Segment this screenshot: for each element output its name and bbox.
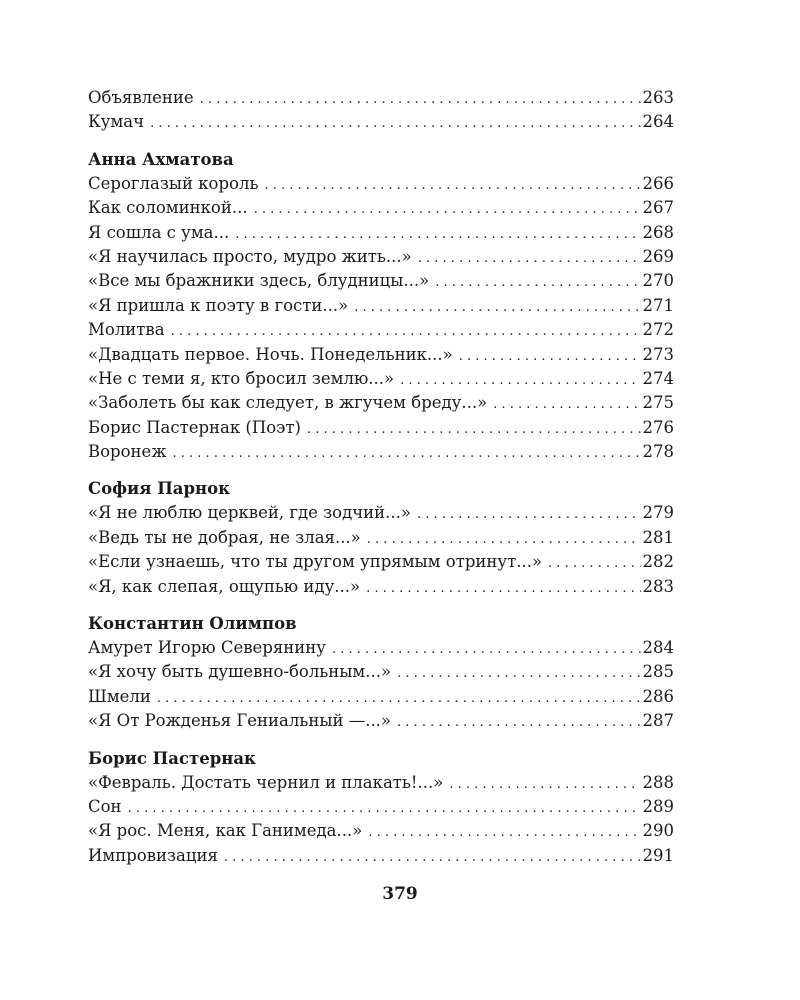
- toc-entry[interactable]: [88, 771, 674, 795]
- entry-page: 281: [642, 527, 674, 547]
- entry-page: 273: [642, 344, 674, 364]
- entry-page: 263: [642, 88, 674, 107]
- toc-entry[interactable]: [88, 844, 674, 868]
- author-heading: Борис Пастернак: [88, 748, 256, 768]
- dot-leader: [307, 418, 641, 442]
- entry-title: Кумач: [88, 112, 145, 132]
- dot-leader: [128, 797, 641, 821]
- toc-entry[interactable]: [88, 526, 674, 550]
- toc-entry[interactable]: [88, 172, 674, 196]
- dot-leader: [368, 821, 640, 845]
- entry-page: 290: [642, 821, 674, 841]
- entry-page: 279: [642, 503, 674, 523]
- entry-page: 275: [642, 393, 674, 413]
- page-number: 379: [382, 884, 418, 904]
- entry-page: 278: [642, 442, 674, 462]
- entry-title: Молитва: [88, 320, 165, 340]
- entry-page: 267: [642, 198, 674, 218]
- dot-leader: [254, 198, 641, 222]
- entry-page: 272: [642, 320, 674, 340]
- entry-title: «Я хочу быть душевно-больным...»: [88, 662, 392, 682]
- dot-leader: [200, 88, 641, 112]
- toc-entry[interactable]: [88, 575, 674, 599]
- toc-entry[interactable]: [88, 110, 674, 134]
- dot-leader: [367, 528, 641, 552]
- entry-page: 284: [642, 638, 674, 658]
- toc-entry[interactable]: [88, 685, 674, 709]
- toc-entry[interactable]: [88, 294, 674, 318]
- entry-title: Воронеж: [88, 442, 167, 462]
- author-heading: София Парнок: [88, 479, 230, 499]
- entry-page: 270: [642, 271, 674, 291]
- toc-entry[interactable]: [88, 440, 674, 464]
- dot-leader: [417, 503, 641, 527]
- entry-title: «Я научилась просто, мудро жить...»: [88, 246, 412, 266]
- toc-entry[interactable]: [88, 221, 674, 245]
- toc-section: [88, 611, 674, 734]
- toc-entry[interactable]: [88, 636, 674, 660]
- dot-leader: [354, 296, 640, 320]
- dot-leader: [264, 174, 640, 198]
- entry-page: 264: [642, 112, 674, 132]
- entry-title: «Ведь ты не добрая, не злая...»: [88, 527, 361, 547]
- dot-leader: [332, 638, 641, 662]
- entry-title: «Я пришла к поэту в гости...»: [88, 295, 349, 315]
- dot-leader: [459, 345, 641, 369]
- toc-section: [88, 147, 674, 465]
- toc-entry[interactable]: [88, 343, 674, 367]
- author-heading: Анна Ахматова: [88, 149, 234, 169]
- dot-leader: [150, 112, 640, 136]
- entry-title: Амурет Игорю Северянину: [88, 638, 326, 658]
- dot-leader: [157, 687, 641, 711]
- entry-title: «Я, как слепая, ощупью иду...»: [88, 576, 361, 596]
- dot-leader: [449, 773, 640, 797]
- entry-title: Объявление: [88, 88, 194, 107]
- entry-title: Сон: [88, 796, 122, 816]
- entry-page: 271: [642, 295, 674, 315]
- entry-title: «Я не люблю церквей, где зодчий...»: [88, 503, 411, 523]
- entry-page: 283: [642, 576, 674, 596]
- dot-leader: [397, 711, 640, 735]
- dot-leader: [224, 846, 641, 870]
- toc-entry[interactable]: [88, 709, 674, 733]
- entry-page: 285: [642, 662, 674, 682]
- toc-entry[interactable]: [88, 269, 674, 293]
- entry-page: 269: [642, 246, 674, 266]
- entry-page: 276: [642, 417, 674, 437]
- toc-entry[interactable]: [88, 416, 674, 440]
- dot-leader: [493, 393, 640, 417]
- dot-leader: [235, 223, 640, 247]
- entry-title: «Февраль. Достать чернил и плакать!...»: [88, 772, 444, 792]
- entry-page: 266: [642, 173, 674, 193]
- entry-page: 289: [642, 796, 674, 816]
- toc-section: [88, 86, 674, 135]
- toc-entry[interactable]: [88, 819, 674, 843]
- dot-leader: [171, 320, 641, 344]
- entry-title: «Если узнаешь, что ты другом упрямым отринут...»: [88, 552, 543, 572]
- entry-page: 286: [642, 686, 674, 706]
- entry-title: «Двадцать первое. Ночь. Понедельник...»: [88, 344, 453, 364]
- toc-entry[interactable]: [88, 660, 674, 684]
- toc-entry[interactable]: [88, 391, 674, 415]
- dot-leader: [548, 552, 640, 576]
- toc-entry[interactable]: [88, 795, 674, 819]
- entry-title: «Все мы бражники здесь, блудницы...»: [88, 271, 430, 291]
- entry-page: 288: [642, 772, 674, 792]
- toc-entry[interactable]: [88, 245, 674, 269]
- dot-leader: [435, 271, 640, 295]
- entry-title: «Заболеть бы как следует, в жгучем бреду...»: [88, 393, 488, 413]
- entry-title: Шмели: [88, 686, 151, 706]
- entry-page: 282: [642, 552, 674, 572]
- dot-leader: [366, 577, 640, 601]
- entry-title: Сероглазый король: [88, 173, 259, 193]
- toc-entry[interactable]: [88, 550, 674, 574]
- dot-leader: [173, 442, 641, 466]
- toc-entry[interactable]: [88, 86, 674, 110]
- toc-entry[interactable]: [88, 501, 674, 525]
- entry-title: «Я От Рожденья Гениальный —...»: [88, 711, 392, 731]
- toc-section: [88, 476, 674, 599]
- toc-entry[interactable]: [88, 196, 674, 220]
- table-of-contents: [88, 86, 674, 868]
- entry-page: 268: [642, 222, 674, 242]
- entry-title: Я сошла с ума...: [88, 222, 230, 242]
- toc-entry[interactable]: [88, 318, 674, 342]
- toc-entry[interactable]: [88, 367, 674, 391]
- entry-page: 287: [642, 711, 674, 731]
- author-heading: Константин Олимпов: [88, 614, 297, 634]
- entry-title: Как соломинкой...: [88, 198, 248, 218]
- entry-page: 274: [642, 368, 674, 388]
- entry-page: 291: [642, 845, 674, 865]
- entry-title: Борис Пастернак (Поэт): [88, 417, 301, 437]
- toc-section: [88, 746, 674, 869]
- dot-leader: [418, 247, 641, 271]
- dot-leader: [400, 369, 640, 393]
- entry-title: Импровизация: [88, 845, 218, 865]
- entry-title: «Не с теми я, кто бросил землю...»: [88, 368, 395, 388]
- entry-title: «Я рос. Меня, как Ганимеда...»: [88, 821, 363, 841]
- dot-leader: [397, 662, 640, 686]
